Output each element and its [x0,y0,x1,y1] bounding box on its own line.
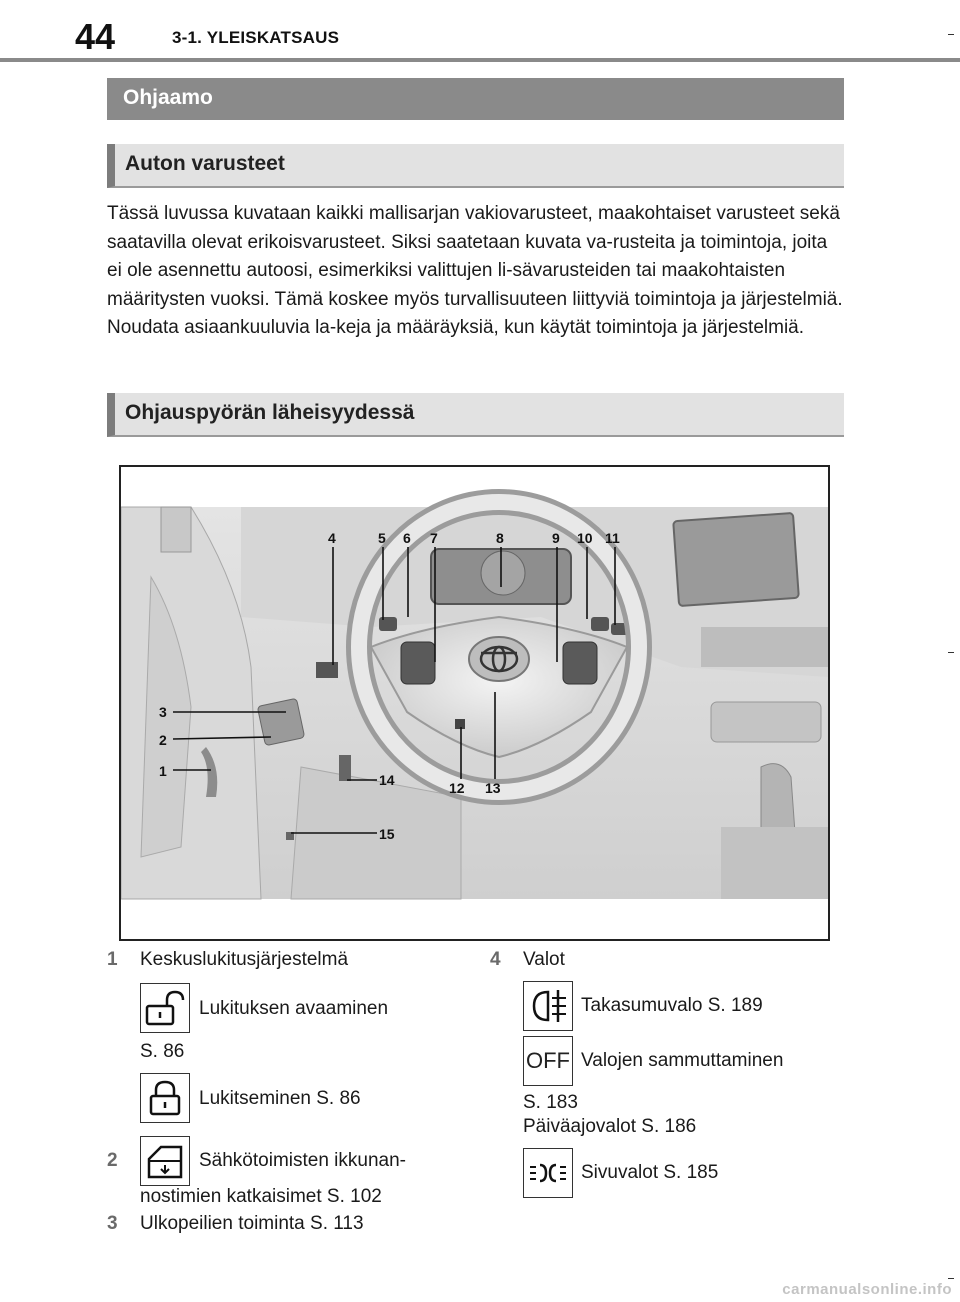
side-light-text: Sivuvalot S. 185 [581,1162,719,1183]
page-title: Ohjaamo [107,78,844,120]
off-page: S. 183 [523,1092,578,1113]
callout-1: 1 [159,763,167,779]
list-item-4-label: Valot [523,949,565,970]
window-switch-text: Sähkötoimisten ikkunan- [199,1150,406,1171]
unlock-icon [140,983,190,1033]
page-number: 44 [75,16,116,57]
margin-tick [948,1278,954,1279]
lock-text: Lukitseminen S. 86 [199,1088,361,1109]
window-switch-text-2: nostimien katkaisimet S. 102 [140,1186,382,1207]
list-item-4-number: 4 [490,949,501,970]
list-item-1-label: Keskuslukitusjärjestelmä [140,949,349,970]
intro-paragraph: Tässä luvussa kuvataan kaikki mallisarjan vakiovarusteet, maakohtaiset varusteet sekä saatavilla olevat erikoisvarusteet. Siksi saatetaan kuvata va-rusteita ja toimintoja, joita ei ole asennettu autoosi, esimerkiksi valittujen li-sävarusteiden tai maakohtaisten määritysten vuoksi. Tämä koskee myös turvallisuuteen liittyviä toimintoja ja järjestelmiä. Noudata asiaankuuluvia la-keja ja määräyksiä, kun käytät toimintoja ja järjestelmiä. [107,203,843,338]
callout-13: 13 [485,780,501,796]
unlock-text: Lukituksen avaaminen [199,998,389,1019]
heading-ohjauspyoran-laheisyydessa: Ohjauspyörän läheisyydessä [107,393,844,437]
cockpit-drawing [121,467,828,939]
callout-15: 15 [379,826,395,842]
callout-6: 6 [403,530,411,546]
callout-7: 7 [430,530,438,546]
margin-tick [948,652,954,653]
margin-tick [948,34,954,35]
window-switch-icon [140,1136,190,1186]
callout-10: 10 [577,530,593,546]
callout-4: 4 [328,530,336,546]
callout-8: 8 [496,530,504,546]
lock-icon [140,1073,190,1123]
callout-14: 14 [379,772,395,788]
unlock-page: S. 86 [140,1041,185,1062]
list-item-2-number: 2 [107,1150,118,1171]
callout-5: 5 [378,530,386,546]
drl-text: Päiväajovalot S. 186 [523,1116,697,1137]
off-icon-label: OFF [526,1048,570,1073]
callout-2: 2 [159,732,167,748]
heading-auton-varusteet: Auton varusteet [107,144,844,188]
list-item-3-number: 3 [107,1213,118,1234]
callout-12: 12 [449,780,465,796]
lights-off-icon [523,1036,573,1086]
watermark: carmanualsonline.info [782,1281,952,1298]
fog-text: Takasumuvalo S. 189 [581,995,763,1016]
side-light-icon [523,1148,573,1198]
callout-11: 11 [605,530,620,546]
rear-fog-light-icon [523,981,573,1031]
list-item-3-text: Ulkopeilien toiminta S. 113 [140,1213,364,1234]
section-label: 3-1. YLEISKATSAUS [172,28,340,47]
cockpit-illustration [119,465,830,941]
callout-3: 3 [159,704,167,720]
callout-9: 9 [552,530,560,546]
list-item-1-number: 1 [107,949,118,970]
header-rule [0,58,960,62]
off-text: Valojen sammuttaminen [581,1050,784,1071]
